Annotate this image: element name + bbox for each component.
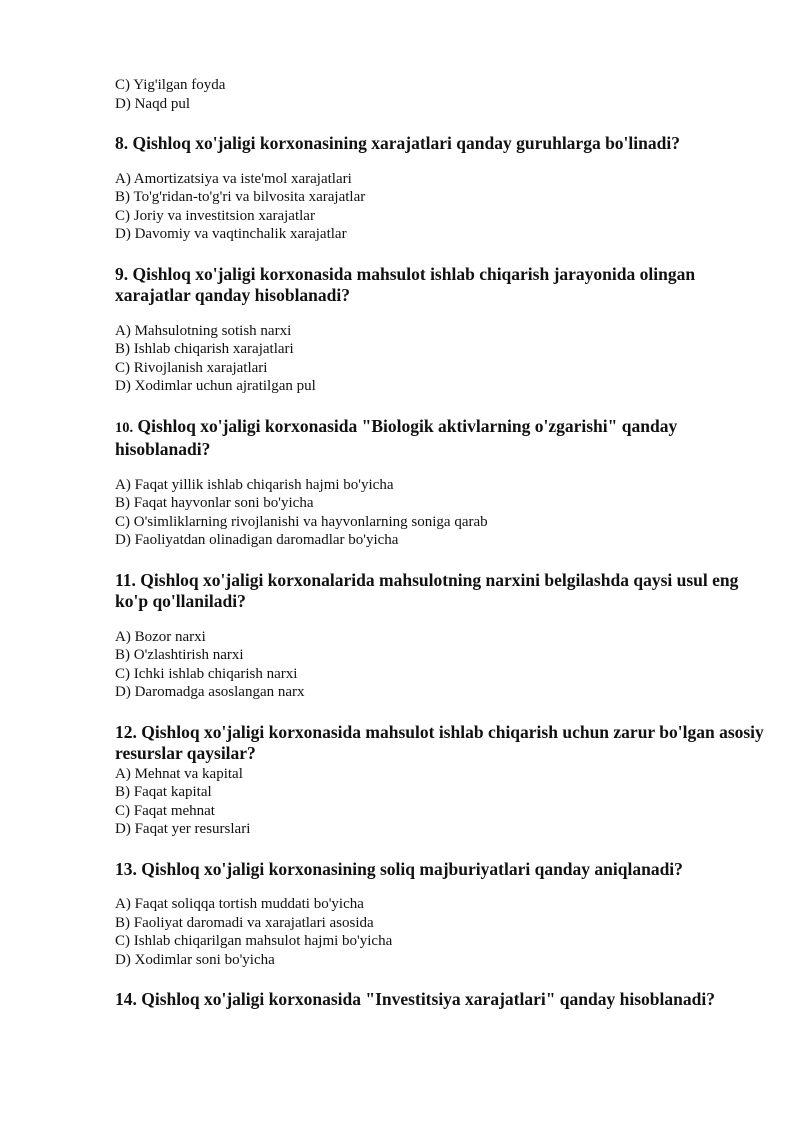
option-text: C) Yig'ilgan foyda bbox=[115, 77, 226, 93]
question-9 bbox=[115, 264, 765, 396]
option-text: C) Rivojlanish xarajatlari bbox=[115, 359, 268, 376]
question-heading bbox=[115, 859, 765, 881]
option-text: A) Faqat yillik ishlab chiqarish hajmi bo'yicha bbox=[115, 476, 394, 493]
question-text: Qishloq xo'jaligi korxonasida mahsulot ishlab chiqarish jarayonida olingan xarajatlar qanday hisoblanadi? bbox=[115, 263, 696, 305]
option-text: D) Xodimlar soni bo'yicha bbox=[115, 951, 275, 968]
question-text: Qishloq xo'jaligi korxonasida "Investitsiya xarajatlari" qanday hisoblanadi? bbox=[141, 989, 715, 1009]
option-text: C) Faqat mehnat bbox=[115, 802, 215, 819]
option-text: C) Ichki ishlab chiqarish narxi bbox=[115, 665, 298, 682]
question-number: 9. bbox=[115, 263, 129, 284]
question-number: 8. bbox=[115, 133, 129, 153]
question-text: Qishloq xo'jaligi korxonasida mahsulot ishlab chiqarish uchun zarur bo'lgan asosiy resurslar qaysilar? bbox=[115, 721, 764, 763]
option-text: A) Bozor narxi bbox=[115, 628, 206, 645]
question-number: 12. bbox=[115, 721, 137, 742]
question-11 bbox=[115, 570, 765, 702]
question-8 bbox=[115, 133, 765, 244]
option-text: A) Faqat soliqqa tortish muddati bo'yicha bbox=[115, 896, 364, 912]
option-text: B) To'g'ridan-to'g'ri va bilvosita xarajatlar bbox=[115, 189, 366, 205]
question-heading bbox=[115, 722, 765, 765]
option-text: A) Mahsulotning sotish narxi bbox=[115, 322, 292, 339]
question-heading bbox=[115, 570, 765, 613]
question-heading bbox=[115, 989, 765, 1011]
option-text: B) Faqat kapital bbox=[115, 784, 212, 800]
option-text: C) Joriy va investitsion xarajatlar bbox=[115, 207, 315, 224]
question-number: 10. bbox=[115, 419, 134, 436]
question-12 bbox=[115, 722, 765, 839]
option-text: D) Faqat yer resurslari bbox=[115, 821, 251, 837]
option-text: D) Davomiy va vaqtinchalik xarajatlar bbox=[115, 226, 347, 242]
question-text: Qishloq xo'jaligi korxonalarida mahsulotning narxini belgilashda qaysi usul eng ko'p qo'llaniladi? bbox=[115, 569, 739, 611]
question-number: 11. bbox=[115, 569, 136, 590]
option-text: D) Naqd pul bbox=[115, 95, 190, 112]
option-text: B) O'zlashtirish narxi bbox=[115, 647, 244, 663]
option-text: D) Faoliyatdan olinadigan daromadlar bo'yicha bbox=[115, 532, 399, 548]
option-text: D) Xodimlar uchun ajratilgan pul bbox=[115, 378, 316, 394]
option-text: D) Daromadga asoslangan narx bbox=[115, 684, 305, 700]
question-13 bbox=[115, 859, 765, 970]
option-text: C) Ishlab chiqarilgan mahsulot hajmi bo'yicha bbox=[115, 933, 393, 949]
question-text: Qishloq xo'jaligi korxonasida "Biologik aktivlarning o'zgarishi" qanday hisoblanadi? bbox=[115, 415, 678, 459]
question-heading bbox=[115, 416, 765, 461]
option-text: B) Faqat hayvonlar soni bo'yicha bbox=[115, 495, 314, 511]
question-number: 13. bbox=[115, 858, 137, 879]
quiz-page bbox=[115, 76, 765, 1011]
question-heading bbox=[115, 133, 765, 155]
question-number: 14. bbox=[115, 989, 137, 1009]
question-14 bbox=[115, 989, 765, 1011]
option-text: B) Faoliyat daromadi va xarajatlari asosida bbox=[115, 914, 374, 931]
option-text: B) Ishlab chiqarish xarajatlari bbox=[115, 341, 294, 357]
option-text: A) Mehnat va kapital bbox=[115, 765, 243, 782]
question-heading bbox=[115, 264, 765, 307]
option-text: A) Amortizatsiya va iste'mol xarajatlari bbox=[115, 170, 352, 187]
carryover-options bbox=[115, 76, 765, 113]
question-text: Qishloq xo'jaligi korxonasining soliq majburiyatlari qanday aniqlanadi? bbox=[141, 858, 683, 879]
question-text: Qishloq xo'jaligi korxonasining xarajatlari qanday guruhlarga bo'linadi? bbox=[132, 133, 680, 153]
option-text: C) O'simliklarning rivojlanishi va hayvonlarning soniga qarab bbox=[115, 513, 488, 530]
question-10 bbox=[115, 416, 765, 550]
